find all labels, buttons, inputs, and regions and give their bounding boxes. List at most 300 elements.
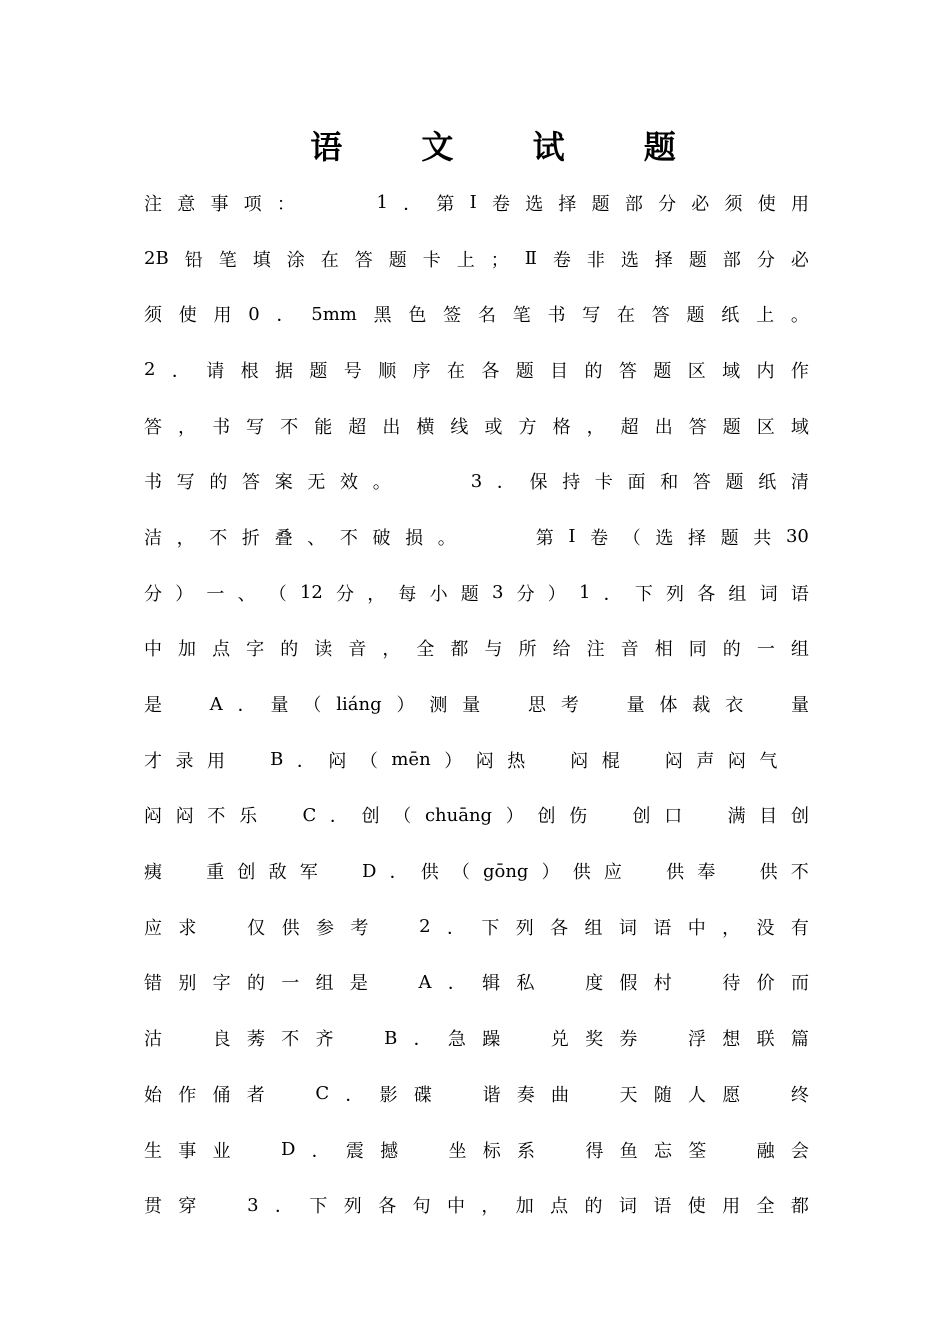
text-glyph: 。 xyxy=(790,305,809,327)
text-glyph: 案 xyxy=(274,472,293,494)
text-glyph: 想 xyxy=(722,1029,741,1051)
text-glyph: 闷 xyxy=(175,806,194,828)
text-glyph: 方 xyxy=(518,416,537,438)
text-glyph: 分 xyxy=(658,193,677,215)
text-glyph: 私 xyxy=(516,973,535,995)
text-glyph: 一 xyxy=(756,639,775,661)
text-glyph xyxy=(503,524,521,550)
text-glyph: 在 xyxy=(446,360,465,382)
text-glyph: 3 xyxy=(491,582,504,604)
text-glyph: 域 xyxy=(722,360,741,382)
text-glyph: 词 xyxy=(618,1196,637,1218)
text-glyph: 中 xyxy=(687,917,706,939)
text-glyph: 必 xyxy=(691,193,710,215)
text-glyph: 写 xyxy=(246,416,265,438)
text-glyph: 填 xyxy=(252,249,271,271)
text-glyph: 下 xyxy=(309,1196,328,1218)
text-glyph: 者 xyxy=(246,1084,265,1106)
text-glyph: 闷 xyxy=(475,750,494,772)
text-glyph: 都 xyxy=(450,639,469,661)
text-glyph: 必 xyxy=(790,249,809,271)
text-glyph: 须 xyxy=(144,305,162,327)
text-glyph: 供 xyxy=(420,862,439,884)
text-glyph: B xyxy=(270,749,284,771)
text-glyph xyxy=(350,1025,368,1051)
text-glyph: 非 xyxy=(586,249,605,271)
text-line xyxy=(144,565,809,621)
text-glyph: 闷 xyxy=(144,806,162,828)
text-glyph: 2 xyxy=(144,359,156,381)
text-glyph: 联 xyxy=(756,1029,775,1051)
text-glyph xyxy=(405,468,423,494)
text-glyph: 效 xyxy=(340,472,359,494)
text-glyph: 考 xyxy=(560,695,579,717)
text-glyph: 签 xyxy=(443,305,462,327)
text-glyph: C xyxy=(302,804,317,826)
text-glyph: 求 xyxy=(178,917,197,939)
text-line xyxy=(144,899,809,955)
text-line xyxy=(144,955,809,1011)
text-glyph: 意 xyxy=(177,193,196,215)
text-glyph: 读 xyxy=(314,639,333,661)
text-glyph: 纸 xyxy=(721,305,740,327)
text-glyph: 得 xyxy=(585,1140,604,1162)
text-glyph: 项 xyxy=(243,193,262,215)
text-glyph: 没 xyxy=(756,917,775,939)
text-glyph: 震 xyxy=(345,1140,364,1162)
text-glyph: ． xyxy=(403,193,422,215)
text-glyph: 创 xyxy=(537,806,556,828)
text-line xyxy=(144,231,809,287)
text-glyph: 量 xyxy=(626,695,645,717)
text-glyph: Ⅰ xyxy=(469,192,477,214)
text-glyph: 、 xyxy=(307,527,326,549)
text-glyph: ： xyxy=(276,193,295,215)
text-line xyxy=(144,175,809,231)
text-glyph: 目 xyxy=(550,360,569,382)
text-line xyxy=(144,286,809,342)
text-glyph: 铅 xyxy=(184,249,203,271)
text-glyph: 各 xyxy=(378,1196,397,1218)
text-glyph: 辑 xyxy=(482,973,501,995)
text-glyph: 笔 xyxy=(218,249,237,271)
text-glyph: 上 xyxy=(456,249,475,271)
text-glyph: 假 xyxy=(619,973,638,995)
text-glyph: 上 xyxy=(756,305,775,327)
text-glyph: 选 xyxy=(525,193,544,215)
text-glyph: 鱼 xyxy=(619,1140,638,1162)
text-glyph: 生 xyxy=(144,1140,162,1162)
text-glyph: ． xyxy=(171,360,190,382)
text-glyph: 声 xyxy=(696,750,715,772)
text-glyph: 加 xyxy=(178,639,197,661)
text-glyph: ． xyxy=(345,1084,364,1106)
text-glyph: 注 xyxy=(586,639,605,661)
text-glyph: 分 xyxy=(336,583,355,605)
text-glyph: 折 xyxy=(241,527,260,549)
text-glyph: 的 xyxy=(209,472,228,494)
text-glyph: ； xyxy=(490,249,509,271)
text-glyph: ． xyxy=(496,472,515,494)
text-glyph: 各 xyxy=(697,583,716,605)
text-glyph: ） xyxy=(547,583,566,605)
text-glyph: 贯 xyxy=(144,1196,162,1218)
text-glyph: ． xyxy=(447,973,466,995)
text-glyph: 。 xyxy=(372,472,391,494)
text-glyph: ． xyxy=(446,917,465,939)
text-glyph: 度 xyxy=(585,973,604,995)
text-glyph xyxy=(594,691,612,717)
text-glyph: 能 xyxy=(314,416,333,438)
text-glyph: 而 xyxy=(790,973,809,995)
text-glyph: 天 xyxy=(619,1084,638,1106)
text-glyph: 痍 xyxy=(144,862,162,884)
text-glyph: 券 xyxy=(619,1029,638,1051)
text-glyph: 题 xyxy=(722,416,741,438)
text-glyph: 点 xyxy=(212,639,231,661)
text-glyph: 用 xyxy=(722,1196,741,1218)
text-glyph: 题 xyxy=(388,249,407,271)
text-glyph: 量 xyxy=(270,695,289,717)
text-glyph: 词 xyxy=(618,917,637,939)
text-line xyxy=(144,398,809,454)
text-glyph: 用 xyxy=(213,305,232,327)
text-glyph: 量 xyxy=(791,695,809,717)
text-glyph: 棍 xyxy=(601,750,620,772)
text-glyph: 事 xyxy=(178,1140,197,1162)
text-glyph: 不 xyxy=(280,416,299,438)
text-glyph: 语 xyxy=(653,1196,672,1218)
text-glyph: 答 xyxy=(651,305,670,327)
text-glyph: 是 xyxy=(144,695,162,717)
text-glyph: 择 xyxy=(688,527,707,549)
text-glyph: 下 xyxy=(481,917,500,939)
text-glyph: chuāng xyxy=(424,804,493,826)
text-glyph: 体 xyxy=(659,695,678,717)
text-glyph xyxy=(175,858,193,884)
text-glyph: 气 xyxy=(759,750,778,772)
text-glyph: 口 xyxy=(664,806,683,828)
text-glyph: 答 xyxy=(242,472,261,494)
text-glyph: 始 xyxy=(144,1084,162,1106)
text-glyph: 线 xyxy=(450,416,469,438)
text-glyph: 下 xyxy=(634,583,653,605)
text-glyph: 顺 xyxy=(378,360,397,382)
text-glyph: 列 xyxy=(343,1196,362,1218)
text-glyph: 答 xyxy=(692,472,711,494)
text-glyph: 齐 xyxy=(315,1029,334,1051)
text-glyph: 择 xyxy=(558,193,577,215)
text-glyph: 供 xyxy=(572,862,591,884)
text-line xyxy=(144,1122,809,1178)
text-glyph: 注 xyxy=(144,193,162,215)
text-glyph: 是 xyxy=(349,973,368,995)
text-glyph: 或 xyxy=(484,416,503,438)
text-glyph: 仅 xyxy=(247,917,266,939)
text-glyph: 书 xyxy=(144,472,162,494)
text-glyph: 热 xyxy=(507,750,526,772)
text-glyph: 序 xyxy=(412,360,431,382)
text-glyph xyxy=(758,691,776,717)
text-glyph: 沽 xyxy=(144,1029,162,1051)
text-glyph: （ xyxy=(268,583,287,605)
text-glyph xyxy=(791,747,809,773)
text-glyph: 损 xyxy=(405,527,424,549)
text-glyph: 超 xyxy=(348,416,367,438)
text-glyph: 词 xyxy=(759,583,778,605)
text-glyph: 用 xyxy=(790,193,809,215)
text-glyph: ． xyxy=(237,695,256,717)
text-glyph: 闷 xyxy=(664,750,683,772)
text-glyph: ． xyxy=(276,305,295,327)
text-glyph: 的 xyxy=(584,1196,603,1218)
text-glyph: 内 xyxy=(756,360,775,382)
text-glyph xyxy=(438,468,456,494)
text-glyph: 伤 xyxy=(569,806,588,828)
text-glyph: 纸 xyxy=(758,472,777,494)
text-glyph: ） xyxy=(444,750,463,772)
text-glyph: 点 xyxy=(550,1196,569,1218)
text-line xyxy=(144,509,809,565)
text-glyph: 融 xyxy=(756,1140,775,1162)
text-glyph: 系 xyxy=(517,1140,536,1162)
text-glyph: 篇 xyxy=(790,1029,809,1051)
text-glyph: 随 xyxy=(653,1084,672,1106)
text-line xyxy=(144,621,809,677)
text-glyph: 1 xyxy=(376,192,388,214)
text-glyph: 一 xyxy=(281,973,300,995)
text-glyph: 答 xyxy=(354,249,373,271)
text-glyph: 兑 xyxy=(550,1029,569,1051)
text-glyph: 谐 xyxy=(482,1084,501,1106)
text-glyph xyxy=(271,802,289,828)
text-glyph: ， xyxy=(586,416,605,438)
text-glyph xyxy=(757,1081,775,1107)
text-glyph: 题 xyxy=(686,305,705,327)
text-glyph: 使 xyxy=(757,193,776,215)
text-glyph: 持 xyxy=(562,472,581,494)
text-glyph xyxy=(247,1137,265,1163)
text-glyph: 清 xyxy=(790,472,809,494)
text-glyph: 5mm xyxy=(311,303,357,325)
text-glyph: 全 xyxy=(416,639,435,661)
text-glyph: 奉 xyxy=(697,862,716,884)
text-glyph: 组 xyxy=(584,917,603,939)
text-glyph: 卷 xyxy=(552,249,571,271)
text-glyph: 供 xyxy=(281,917,300,939)
text-glyph: 部 xyxy=(624,193,643,215)
text-glyph: 题 xyxy=(725,472,744,494)
text-glyph: 别 xyxy=(178,973,197,995)
text-line xyxy=(144,843,809,899)
text-glyph: 3 xyxy=(470,470,483,492)
text-glyph: 横 xyxy=(416,416,435,438)
text-glyph: 语 xyxy=(790,583,809,605)
text-glyph: 题 xyxy=(653,360,672,382)
text-glyph: 卡 xyxy=(594,472,613,494)
text-glyph: 考 xyxy=(350,917,369,939)
text-glyph: 卷 xyxy=(491,193,510,215)
text-glyph: 与 xyxy=(484,639,503,661)
text-glyph: 急 xyxy=(447,1029,466,1051)
text-glyph: 错 xyxy=(144,973,162,995)
text-glyph: 黑 xyxy=(373,305,392,327)
text-glyph: 根 xyxy=(240,360,259,382)
text-glyph: 浮 xyxy=(687,1029,706,1051)
text-glyph: （ xyxy=(451,862,470,884)
text-glyph: 作 xyxy=(790,360,809,382)
text-glyph: 分 xyxy=(756,249,775,271)
text-glyph xyxy=(177,691,195,717)
text-glyph: 加 xyxy=(515,1196,534,1218)
text-glyph: 应 xyxy=(144,917,162,939)
text-glyph: 创 xyxy=(237,862,256,884)
text-glyph xyxy=(517,1025,535,1051)
text-glyph: 组 xyxy=(728,583,747,605)
text-glyph: （ xyxy=(303,695,322,717)
text-glyph: ． xyxy=(311,1140,330,1162)
text-glyph: ， xyxy=(367,583,386,605)
text-glyph xyxy=(384,969,402,995)
text-glyph: 供 xyxy=(666,862,685,884)
text-glyph: 创 xyxy=(632,806,651,828)
text-glyph: 区 xyxy=(756,416,775,438)
text-glyph: 参 xyxy=(315,917,334,939)
text-glyph: 0 xyxy=(248,303,260,325)
text-glyph: D xyxy=(361,860,377,882)
text-glyph xyxy=(343,190,361,216)
text-glyph: 中 xyxy=(144,639,162,661)
text-glyph: 须 xyxy=(724,193,743,215)
text-glyph: 躁 xyxy=(482,1029,501,1051)
text-glyph xyxy=(331,858,349,884)
text-glyph: 择 xyxy=(654,249,673,271)
text-glyph: 闷 xyxy=(328,750,347,772)
text-glyph: 30 xyxy=(785,526,809,548)
text-glyph: ． xyxy=(329,806,348,828)
text-glyph xyxy=(551,1137,569,1163)
text-glyph: 不 xyxy=(209,527,228,549)
text-glyph: 书 xyxy=(547,305,566,327)
text-glyph: 叠 xyxy=(274,527,293,549)
text-glyph: ） xyxy=(396,695,415,717)
text-glyph: 使 xyxy=(178,305,197,327)
text-glyph xyxy=(470,524,488,550)
text-glyph xyxy=(178,1025,196,1051)
text-glyph: 答 xyxy=(618,360,637,382)
text-glyph: 不 xyxy=(207,806,226,828)
text-glyph xyxy=(239,747,257,773)
text-glyph xyxy=(310,190,328,216)
text-glyph: 选 xyxy=(655,527,674,549)
text-glyph: D xyxy=(280,1139,296,1161)
text-glyph xyxy=(213,914,231,940)
text-glyph: 人 xyxy=(688,1084,707,1106)
text-glyph: 裁 xyxy=(692,695,711,717)
text-glyph xyxy=(448,1081,466,1107)
text-glyph: ． xyxy=(413,1029,432,1051)
text-line xyxy=(144,1010,809,1066)
text-glyph: 用 xyxy=(207,750,226,772)
text-glyph: 组 xyxy=(315,973,334,995)
text-glyph: 筌 xyxy=(688,1140,707,1162)
text-glyph: ． xyxy=(389,862,408,884)
text-line xyxy=(144,732,809,788)
text-glyph: 共 xyxy=(753,527,772,549)
text-glyph: 穿 xyxy=(178,1196,197,1218)
text-glyph xyxy=(633,747,651,773)
text-glyph xyxy=(601,802,619,828)
text-glyph xyxy=(585,1081,603,1107)
text-glyph: 曲 xyxy=(550,1084,569,1106)
text-glyph xyxy=(688,969,706,995)
text-glyph: 作 xyxy=(178,1084,197,1106)
text-glyph: 敌 xyxy=(268,862,287,884)
text-glyph xyxy=(696,802,714,828)
text-glyph: 供 xyxy=(759,862,778,884)
text-glyph: 答 xyxy=(688,416,707,438)
text-glyph xyxy=(281,1081,299,1107)
text-glyph: 奖 xyxy=(585,1029,604,1051)
text-glyph: ） xyxy=(505,806,524,828)
text-glyph: 一 xyxy=(206,583,225,605)
text-glyph: 在 xyxy=(617,305,635,327)
text-glyph: （ xyxy=(393,806,412,828)
text-glyph: 俑 xyxy=(212,1084,231,1106)
text-glyph xyxy=(654,1025,672,1051)
text-glyph: 奏 xyxy=(516,1084,535,1106)
text-glyph: A xyxy=(209,693,223,715)
text-glyph xyxy=(728,858,746,884)
text-glyph: 和 xyxy=(660,472,679,494)
text-glyph: 思 xyxy=(528,695,546,717)
text-glyph: 在 xyxy=(320,249,339,271)
text-glyph xyxy=(213,1192,231,1218)
text-glyph: ． xyxy=(275,1196,294,1218)
text-glyph: 都 xyxy=(790,1196,809,1218)
text-glyph: 语 xyxy=(653,917,672,939)
text-glyph: 字 xyxy=(212,973,231,995)
text-glyph: ） xyxy=(541,862,560,884)
text-glyph: 坐 xyxy=(448,1140,467,1162)
text-glyph: 分 xyxy=(516,583,535,605)
text-line xyxy=(144,788,809,844)
text-glyph: 列 xyxy=(666,583,684,605)
text-glyph: ， xyxy=(178,416,197,438)
text-glyph: 每 xyxy=(398,583,417,605)
text-glyph: ， xyxy=(722,917,741,939)
text-glyph: 录 xyxy=(175,750,194,772)
text-glyph: 出 xyxy=(654,416,673,438)
text-glyph: Ⅱ xyxy=(524,248,537,270)
text-glyph: 列 xyxy=(515,917,534,939)
text-line xyxy=(144,453,809,509)
text-glyph: 军 xyxy=(299,862,318,884)
text-glyph: 音 xyxy=(348,639,367,661)
text-glyph: 第 xyxy=(535,527,554,549)
text-glyph: 破 xyxy=(372,527,391,549)
text-line xyxy=(144,1066,809,1122)
text-glyph xyxy=(539,747,557,773)
text-glyph: 相 xyxy=(654,639,673,661)
text-glyph: 终 xyxy=(790,1084,809,1106)
text-glyph: 笔 xyxy=(512,305,531,327)
text-glyph: 中 xyxy=(446,1196,465,1218)
text-glyph: 域 xyxy=(790,416,809,438)
text-glyph: 待 xyxy=(722,973,741,995)
text-glyph: 卡 xyxy=(422,249,441,271)
text-glyph: 第 xyxy=(436,193,455,215)
